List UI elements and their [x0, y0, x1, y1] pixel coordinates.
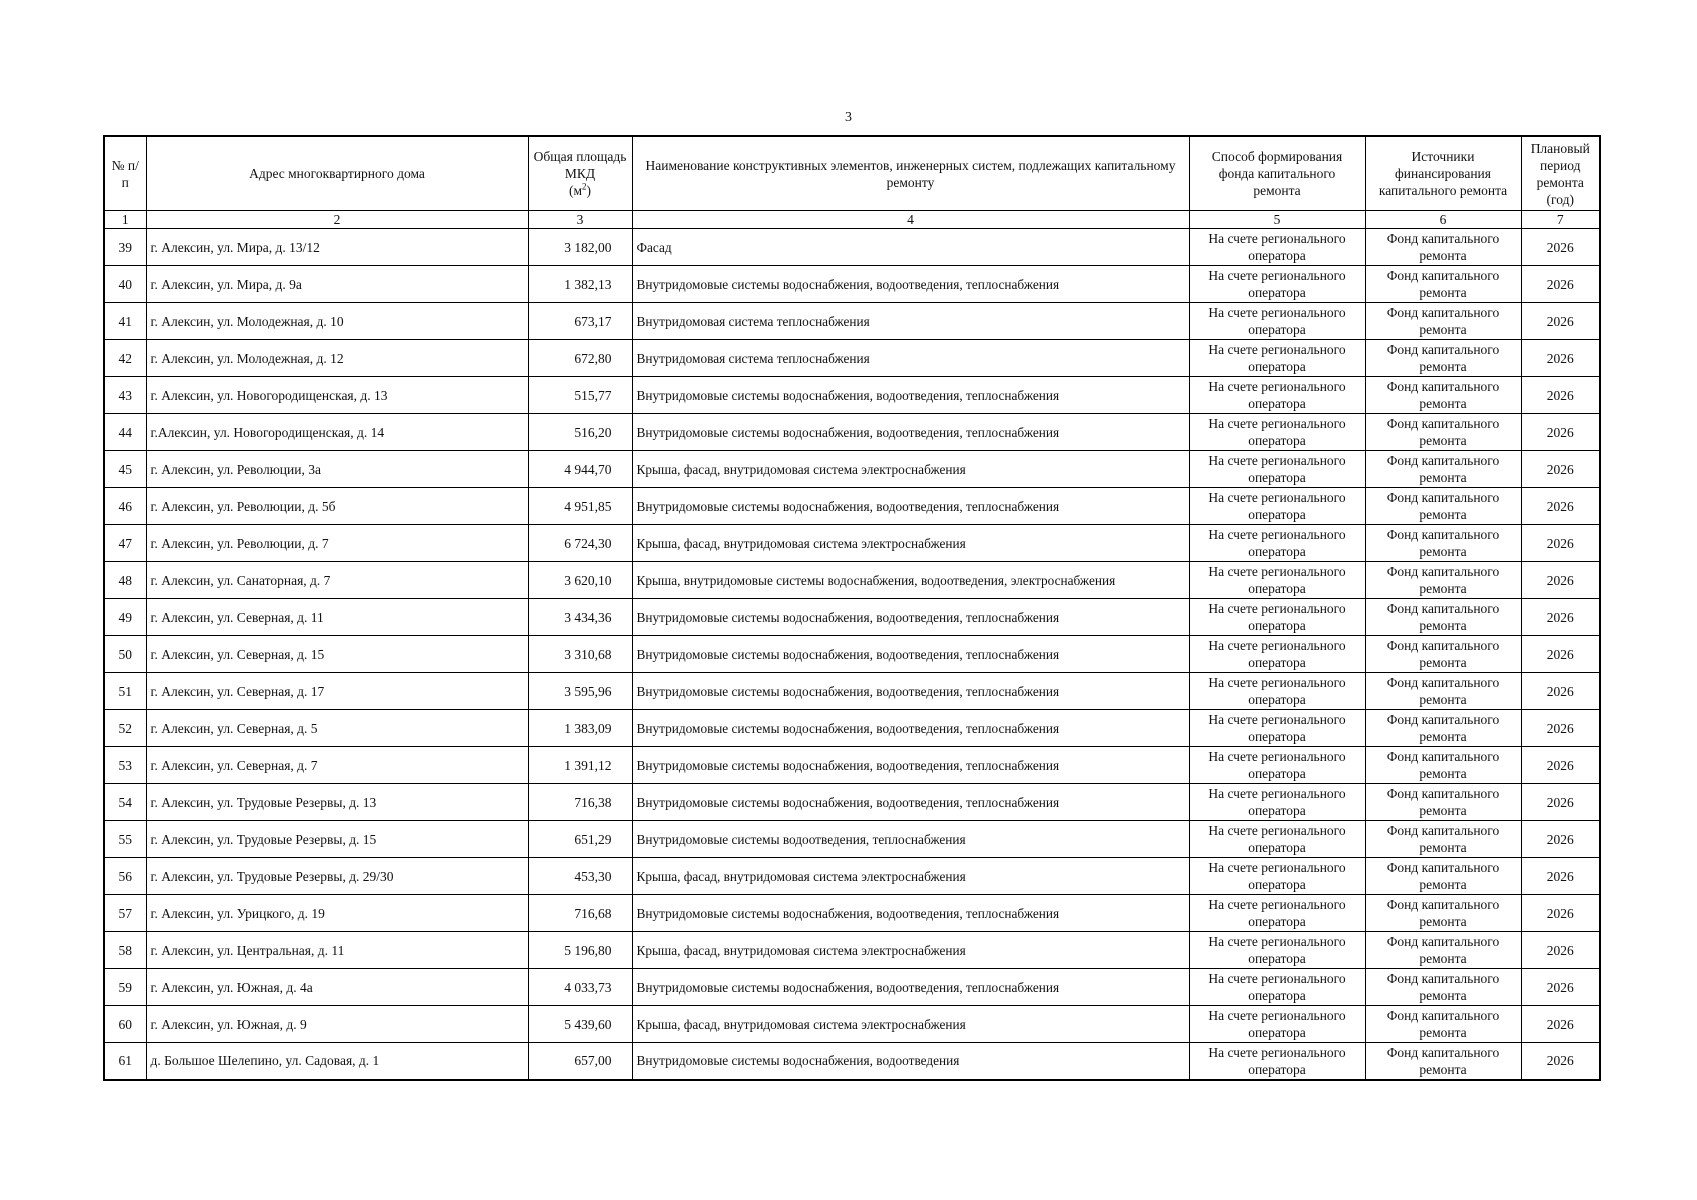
column-number: 4 [632, 211, 1189, 229]
row-planned-year: 2026 [1521, 451, 1600, 488]
header-fund-method: Способ формирования фонда капитального ремонта [1189, 136, 1365, 211]
row-area: 4 033,73 [528, 969, 632, 1006]
row-funding-source: Фонд капитального ремонта [1365, 784, 1521, 821]
row-address: г. Алексин, ул. Северная, д. 5 [146, 710, 528, 747]
row-fund-method: На счете регионального оператора [1189, 1043, 1365, 1080]
row-area: 3 595,96 [528, 673, 632, 710]
row-address: г. Алексин, ул. Южная, д. 9 [146, 1006, 528, 1043]
row-funding-source: Фонд капитального ремонта [1365, 1006, 1521, 1043]
header-area [528, 136, 632, 211]
row-area: 657,00 [528, 1043, 632, 1080]
row-area: 1 391,12 [528, 747, 632, 784]
row-funding-source: Фонд капитального ремонта [1365, 229, 1521, 266]
table-row [104, 340, 1600, 377]
row-fund-method: На счете регионального оператора [1189, 673, 1365, 710]
row-fund-method: На счете регионального оператора [1189, 932, 1365, 969]
row-number: 50 [104, 636, 146, 673]
header-sources: Источники финансирования капитального ремонта [1365, 136, 1521, 211]
row-fund-method: На счете регионального оператора [1189, 747, 1365, 784]
row-address: д. Большое Шелепино, ул. Садовая, д. 1 [146, 1043, 528, 1080]
row-fund-method: На счете регионального оператора [1189, 784, 1365, 821]
table-row [104, 562, 1600, 599]
row-elements: Внутридомовые системы водоснабжения, водоотведения, теплоснабжения [632, 747, 1189, 784]
row-funding-source: Фонд капитального ремонта [1365, 562, 1521, 599]
row-fund-method: На счете регионального оператора [1189, 488, 1365, 525]
row-elements: Внутридомовые системы водоснабжения, водоотведения, теплоснабжения [632, 784, 1189, 821]
row-fund-method: На счете регионального оператора [1189, 451, 1365, 488]
column-number: 5 [1189, 211, 1365, 229]
header-elements: Наименование конструктивных элементов, инженерных систем, подлежащих капитальному ремонту [632, 136, 1189, 211]
row-elements: Внутридомовые системы водоснабжения, водоотведения, теплоснабжения [632, 414, 1189, 451]
row-fund-method: На счете регионального оператора [1189, 969, 1365, 1006]
row-number: 46 [104, 488, 146, 525]
row-area: 673,17 [528, 303, 632, 340]
row-number: 43 [104, 377, 146, 414]
row-funding-source: Фонд капитального ремонта [1365, 303, 1521, 340]
row-number: 57 [104, 895, 146, 932]
row-planned-year: 2026 [1521, 969, 1600, 1006]
row-elements: Внутридомовые системы водоснабжения, водоотведения, теплоснабжения [632, 266, 1189, 303]
row-elements: Внутридомовая система теплоснабжения [632, 303, 1189, 340]
row-elements: Крыша, фасад, внутридомовая система электроснабжения [632, 525, 1189, 562]
row-funding-source: Фонд капитального ремонта [1365, 414, 1521, 451]
column-number: 7 [1521, 211, 1600, 229]
row-number: 59 [104, 969, 146, 1006]
row-number: 45 [104, 451, 146, 488]
row-planned-year: 2026 [1521, 673, 1600, 710]
row-fund-method: На счете регионального оператора [1189, 229, 1365, 266]
row-number: 40 [104, 266, 146, 303]
table-row [104, 747, 1600, 784]
table-row [104, 673, 1600, 710]
row-fund-method: На счете регионального оператора [1189, 340, 1365, 377]
row-planned-year: 2026 [1521, 895, 1600, 932]
row-address: г. Алексин, ул. Южная, д. 4а [146, 969, 528, 1006]
row-area: 1 382,13 [528, 266, 632, 303]
row-area: 651,29 [528, 821, 632, 858]
table-body [104, 229, 1600, 1080]
table-row [104, 1006, 1600, 1043]
capital-repair-table [103, 135, 1601, 1081]
column-number: 2 [146, 211, 528, 229]
row-elements: Крыша, внутридомовые системы водоснабжения, водоотведения, электроснабжения [632, 562, 1189, 599]
row-number: 53 [104, 747, 146, 784]
row-planned-year: 2026 [1521, 340, 1600, 377]
row-funding-source: Фонд капитального ремонта [1365, 932, 1521, 969]
row-funding-source: Фонд капитального ремонта [1365, 821, 1521, 858]
row-area: 3 182,00 [528, 229, 632, 266]
row-area: 6 724,30 [528, 525, 632, 562]
row-number: 49 [104, 599, 146, 636]
table-row [104, 488, 1600, 525]
table-row [104, 895, 1600, 932]
row-fund-method: На счете регионального оператора [1189, 858, 1365, 895]
row-fund-method: На счете регионального оператора [1189, 525, 1365, 562]
row-address: г. Алексин, ул. Центральная, д. 11 [146, 932, 528, 969]
row-area: 4 951,85 [528, 488, 632, 525]
row-address: г. Алексин, ул. Северная, д. 7 [146, 747, 528, 784]
table-row [104, 784, 1600, 821]
row-address: г. Алексин, ул. Урицкого, д. 19 [146, 895, 528, 932]
row-number: 44 [104, 414, 146, 451]
row-planned-year: 2026 [1521, 932, 1600, 969]
row-funding-source: Фонд капитального ремонта [1365, 599, 1521, 636]
row-funding-source: Фонд капитального ремонта [1365, 525, 1521, 562]
table-row [104, 969, 1600, 1006]
row-number: 56 [104, 858, 146, 895]
table-row [104, 636, 1600, 673]
row-address: г. Алексин, ул. Трудовые Резервы, д. 15 [146, 821, 528, 858]
row-planned-year: 2026 [1521, 710, 1600, 747]
row-elements: Крыша, фасад, внутридомовая система электроснабжения [632, 932, 1189, 969]
row-number: 54 [104, 784, 146, 821]
row-address: г. Алексин, ул. Революции, 3а [146, 451, 528, 488]
row-number: 41 [104, 303, 146, 340]
column-number: 1 [104, 211, 146, 229]
row-fund-method: На счете регионального оператора [1189, 599, 1365, 636]
column-number: 6 [1365, 211, 1521, 229]
row-fund-method: На счете регионального оператора [1189, 266, 1365, 303]
row-address: г. Алексин, ул. Мира, д. 13/12 [146, 229, 528, 266]
row-elements: Фасад [632, 229, 1189, 266]
row-area: 1 383,09 [528, 710, 632, 747]
row-planned-year: 2026 [1521, 636, 1600, 673]
table-row [104, 932, 1600, 969]
row-number: 48 [104, 562, 146, 599]
row-area: 3 310,68 [528, 636, 632, 673]
header-period: Плановый период ремонта (год) [1521, 136, 1600, 211]
row-elements: Внутридомовые системы водоснабжения, водоотведения, теплоснабжения [632, 673, 1189, 710]
row-funding-source: Фонд капитального ремонта [1365, 340, 1521, 377]
row-funding-source: Фонд капитального ремонта [1365, 636, 1521, 673]
row-address: г. Алексин, ул. Санаторная, д. 7 [146, 562, 528, 599]
row-number: 60 [104, 1006, 146, 1043]
row-area: 515,77 [528, 377, 632, 414]
row-number: 42 [104, 340, 146, 377]
row-planned-year: 2026 [1521, 488, 1600, 525]
header-area-label: Общая площадь МКД [533, 149, 627, 181]
row-planned-year: 2026 [1521, 1043, 1600, 1080]
row-number: 61 [104, 1043, 146, 1080]
row-planned-year: 2026 [1521, 414, 1600, 451]
row-area: 672,80 [528, 340, 632, 377]
header-address: Адрес многоквартирного дома [146, 136, 528, 211]
row-fund-method: На счете регионального оператора [1189, 377, 1365, 414]
row-elements: Крыша, фасад, внутридомовая система электроснабжения [632, 1006, 1189, 1043]
table-row [104, 858, 1600, 895]
row-planned-year: 2026 [1521, 747, 1600, 784]
row-planned-year: 2026 [1521, 229, 1600, 266]
row-elements: Внутридомовые системы водоснабжения, водоотведения, теплоснабжения [632, 599, 1189, 636]
header-area-unit-close: ) [586, 183, 592, 198]
row-fund-method: На счете регионального оператора [1189, 562, 1365, 599]
row-area: 4 944,70 [528, 451, 632, 488]
row-funding-source: Фонд капитального ремонта [1365, 266, 1521, 303]
row-fund-method: На счете регионального оператора [1189, 1006, 1365, 1043]
column-number-row [104, 211, 1600, 229]
table-row [104, 303, 1600, 340]
row-address: г. Алексин, ул. Молодежная, д. 10 [146, 303, 528, 340]
row-funding-source: Фонд капитального ремонта [1365, 488, 1521, 525]
row-number: 51 [104, 673, 146, 710]
column-number: 3 [528, 211, 632, 229]
table-row [104, 414, 1600, 451]
row-area: 5 196,80 [528, 932, 632, 969]
row-address: г. Алексин, ул. Северная, д. 17 [146, 673, 528, 710]
row-funding-source: Фонд капитального ремонта [1365, 747, 1521, 784]
page-number: 3 [845, 110, 852, 125]
row-address: г. Алексин, ул. Революции, д. 7 [146, 525, 528, 562]
row-elements: Внутридомовые системы водоснабжения, водоотведения, теплоснабжения [632, 969, 1189, 1006]
row-planned-year: 2026 [1521, 858, 1600, 895]
row-fund-method: На счете регионального оператора [1189, 895, 1365, 932]
table-row [104, 377, 1600, 414]
table-row [104, 266, 1600, 303]
row-address: г. Алексин, ул. Трудовые Резервы, д. 13 [146, 784, 528, 821]
row-planned-year: 2026 [1521, 525, 1600, 562]
row-elements: Внутридомовые системы водоснабжения, водоотведения, теплоснабжения [632, 377, 1189, 414]
row-elements: Крыша, фасад, внутридомовая система электроснабжения [632, 858, 1189, 895]
row-planned-year: 2026 [1521, 784, 1600, 821]
row-elements: Внутридомовые системы водоснабжения, водоотведения [632, 1043, 1189, 1080]
row-number: 55 [104, 821, 146, 858]
row-funding-source: Фонд капитального ремонта [1365, 451, 1521, 488]
row-number: 47 [104, 525, 146, 562]
row-area: 5 439,60 [528, 1006, 632, 1043]
row-planned-year: 2026 [1521, 377, 1600, 414]
row-elements: Внутридомовые системы водоснабжения, водоотведения, теплоснабжения [632, 636, 1189, 673]
table-row [104, 451, 1600, 488]
row-number: 39 [104, 229, 146, 266]
row-fund-method: На счете регионального оператора [1189, 636, 1365, 673]
row-funding-source: Фонд капитального ремонта [1365, 969, 1521, 1006]
row-fund-method: На счете регионального оператора [1189, 414, 1365, 451]
row-planned-year: 2026 [1521, 1006, 1600, 1043]
row-funding-source: Фонд капитального ремонта [1365, 1043, 1521, 1080]
row-fund-method: На счете регионального оператора [1189, 303, 1365, 340]
row-elements: Крыша, фасад, внутридомовая система электроснабжения [632, 451, 1189, 488]
row-address: г. Алексин, ул. Новогородищенская, д. 13 [146, 377, 528, 414]
row-planned-year: 2026 [1521, 266, 1600, 303]
table-row [104, 821, 1600, 858]
table-row [104, 599, 1600, 636]
row-planned-year: 2026 [1521, 821, 1600, 858]
row-funding-source: Фонд капитального ремонта [1365, 377, 1521, 414]
header-num: № п/п [104, 136, 146, 211]
table-row [104, 1043, 1600, 1080]
row-number: 58 [104, 932, 146, 969]
row-number: 52 [104, 710, 146, 747]
header-area-unit: (м [568, 183, 583, 198]
table-row [104, 229, 1600, 266]
table-row [104, 710, 1600, 747]
row-address: г. Алексин, ул. Молодежная, д. 12 [146, 340, 528, 377]
row-elements: Внутридомовая система теплоснабжения [632, 340, 1189, 377]
row-address: г.Алексин, ул. Новогородищенская, д. 14 [146, 414, 528, 451]
row-funding-source: Фонд капитального ремонта [1365, 858, 1521, 895]
row-area: 3 620,10 [528, 562, 632, 599]
row-elements: Внутридомовые системы водоснабжения, водоотведения, теплоснабжения [632, 488, 1189, 525]
row-funding-source: Фонд капитального ремонта [1365, 895, 1521, 932]
row-funding-source: Фонд капитального ремонта [1365, 673, 1521, 710]
row-address: г. Алексин, ул. Мира, д. 9а [146, 266, 528, 303]
row-address: г. Алексин, ул. Северная, д. 15 [146, 636, 528, 673]
row-elements: Внутридомовые системы водоснабжения, водоотведения, теплоснабжения [632, 710, 1189, 747]
row-address: г. Алексин, ул. Трудовые Резервы, д. 29/30 [146, 858, 528, 895]
row-address: г. Алексин, ул. Революции, д. 5б [146, 488, 528, 525]
row-address: г. Алексин, ул. Северная, д. 11 [146, 599, 528, 636]
table-row [104, 525, 1600, 562]
row-fund-method: На счете регионального оператора [1189, 710, 1365, 747]
row-area: 716,68 [528, 895, 632, 932]
row-area: 453,30 [528, 858, 632, 895]
row-area: 716,38 [528, 784, 632, 821]
row-planned-year: 2026 [1521, 599, 1600, 636]
header-area-unit-sup: 2 [582, 181, 587, 192]
row-planned-year: 2026 [1521, 562, 1600, 599]
row-funding-source: Фонд капитального ремонта [1365, 710, 1521, 747]
row-elements: Внутридомовые системы водоснабжения, водоотведения, теплоснабжения [632, 895, 1189, 932]
row-planned-year: 2026 [1521, 303, 1600, 340]
row-area: 516,20 [528, 414, 632, 451]
row-area: 3 434,36 [528, 599, 632, 636]
header-row [104, 136, 1600, 211]
row-elements: Внутридомовые системы водоотведения, теплоснабжения [632, 821, 1189, 858]
row-fund-method: На счете регионального оператора [1189, 821, 1365, 858]
